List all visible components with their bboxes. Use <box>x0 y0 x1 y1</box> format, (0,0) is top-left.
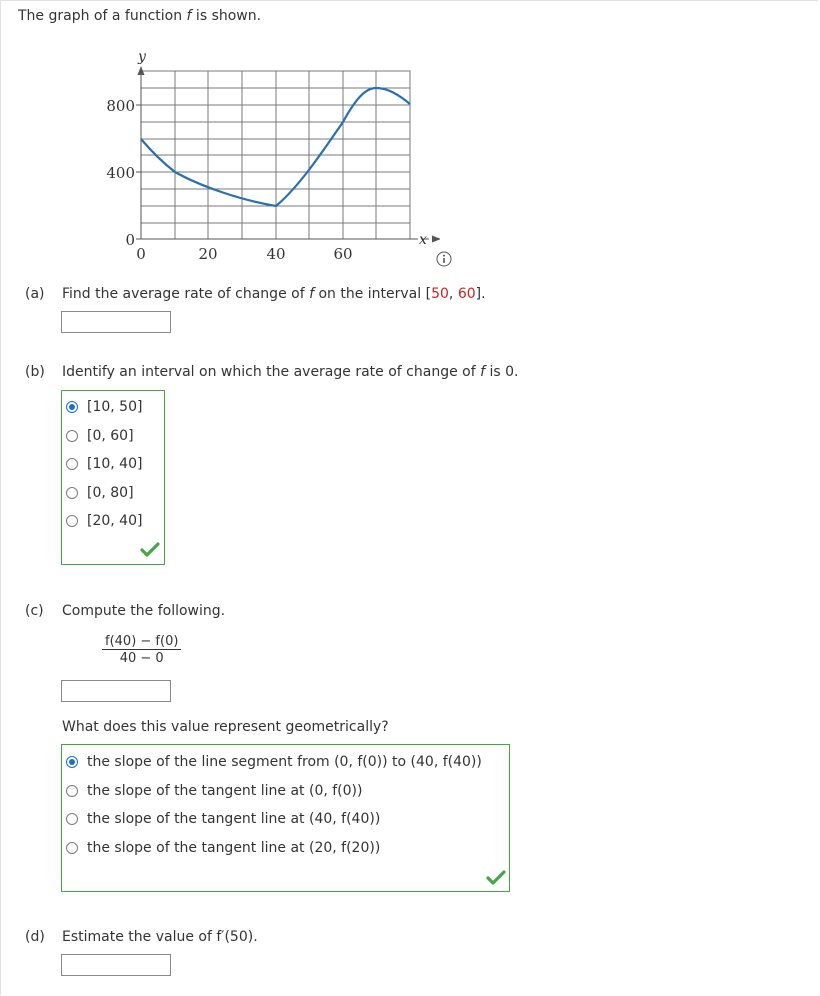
intro-suffix: is shown. <box>191 8 262 24</box>
x-tick-20: 20 <box>198 245 218 263</box>
grid <box>141 71 410 239</box>
part-b-prompt <box>25 364 518 380</box>
part-c-answer-input[interactable] <box>61 680 171 702</box>
part-d-number: (d) <box>25 929 45 945</box>
intro-prefix: The graph of a function <box>18 8 187 24</box>
part-b-option-4[interactable] <box>66 483 134 503</box>
radio[interactable] <box>66 785 78 797</box>
part-c-option-label: the slope of the line segment from (0, f(0)) to (40, f(40)) <box>87 754 482 770</box>
info-icon[interactable] <box>436 251 452 267</box>
x-tick-60: 60 <box>333 245 353 263</box>
part-c-option-label: the slope of the tangent line at (20, f(20)) <box>87 840 381 856</box>
x-tick-40: 40 <box>266 245 286 263</box>
part-a-var: f <box>309 286 315 302</box>
y-axis-label: y <box>138 49 146 65</box>
part-b-option-label: [10, 40] <box>87 456 143 472</box>
part-c-options-group <box>61 744 510 892</box>
intro-var: f <box>186 8 192 24</box>
part-c-number: (c) <box>25 603 44 619</box>
part-b-var: f <box>480 364 486 380</box>
part-c-fraction <box>102 634 181 666</box>
radio[interactable] <box>66 430 78 442</box>
correct-check-icon <box>140 542 160 558</box>
part-c-prompt <box>25 603 225 619</box>
part-b-option-1[interactable] <box>66 397 142 417</box>
fraction-numerator: f(40) − f(0) <box>102 634 181 650</box>
part-b-text-2: is 0. <box>485 364 519 380</box>
part-a-bound-2: 60 <box>457 286 476 302</box>
radio-selected[interactable] <box>66 756 78 768</box>
radio[interactable] <box>66 487 78 499</box>
x-axis-arrow <box>432 236 440 243</box>
x-axis-label: x <box>419 232 427 248</box>
part-b-option-5[interactable] <box>66 511 142 531</box>
part-d-prompt <box>25 929 258 945</box>
part-a-text-2: on the interval [ <box>314 286 432 302</box>
part-b-option-3[interactable] <box>66 454 142 474</box>
intro-text <box>18 8 261 24</box>
radio[interactable] <box>66 813 78 825</box>
part-d-text: Estimate the value of f′(50). <box>62 929 258 945</box>
y-tick-0: 0 <box>125 231 135 249</box>
part-c-option-4[interactable] <box>66 838 380 858</box>
part-a-bound-1: 50 <box>431 286 449 302</box>
part-c-option-2[interactable] <box>66 781 362 801</box>
part-c-text: Compute the following. <box>62 603 226 619</box>
part-c-option-label: the slope of the tangent line at (40, f(40)) <box>87 811 381 827</box>
fraction-denominator: 40 − 0 <box>119 651 164 666</box>
radio[interactable] <box>66 458 78 470</box>
y-tick-400: 400 <box>106 164 135 182</box>
x-tick-0: 0 <box>136 245 146 263</box>
correct-check-icon <box>486 870 506 886</box>
part-a-sep: , <box>448 286 458 302</box>
part-b-number: (b) <box>25 364 45 380</box>
part-a-number: (a) <box>25 286 45 302</box>
y-tick-800: 800 <box>106 97 135 115</box>
part-b-options-group <box>61 390 165 565</box>
part-a-prompt <box>25 286 486 302</box>
part-c-option-1[interactable] <box>66 752 482 772</box>
part-b-option-label: [10, 50] <box>87 399 143 415</box>
part-a-text-3: ]. <box>475 286 486 302</box>
part-b-option-label: [20, 40] <box>87 513 143 529</box>
part-c-option-3[interactable] <box>66 809 380 829</box>
part-d-answer-input[interactable] <box>61 954 171 976</box>
part-b-option-label: [0, 60] <box>87 428 134 444</box>
part-b-text-1: Identify an interval on which the average rate of change of <box>62 364 481 380</box>
part-c-question: What does this value represent geometrically? <box>62 719 389 735</box>
radio[interactable] <box>66 515 78 527</box>
axes <box>136 74 433 239</box>
part-b-option-2[interactable] <box>66 426 134 446</box>
part-b-option-label: [0, 80] <box>87 485 134 501</box>
part-a-answer-input[interactable] <box>61 311 171 333</box>
part-c-option-label: the slope of the tangent line at (0, f(0)) <box>87 783 363 799</box>
radio[interactable] <box>66 842 78 854</box>
part-a-text-1: Find the average rate of change of <box>62 286 310 302</box>
radio-selected[interactable] <box>66 401 78 413</box>
function-graph <box>100 48 440 268</box>
